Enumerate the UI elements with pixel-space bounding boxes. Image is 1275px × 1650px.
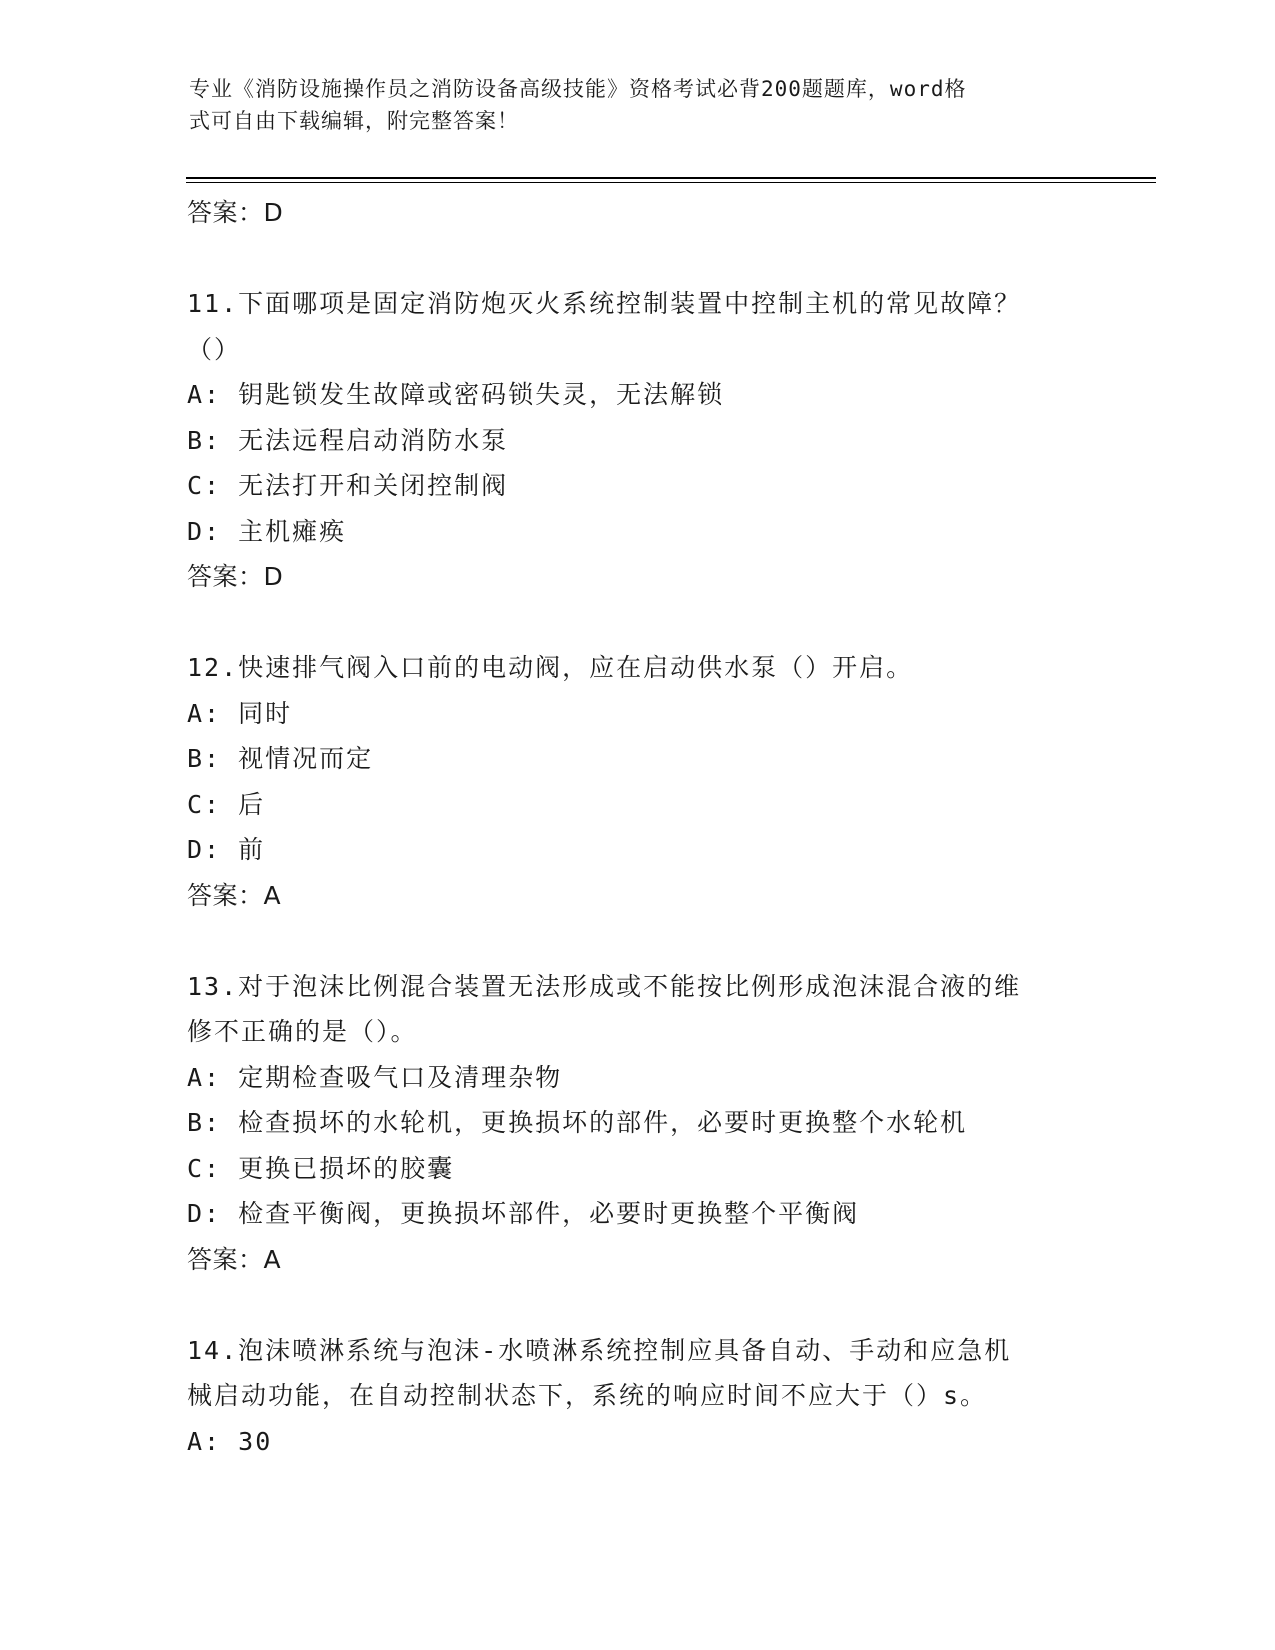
answer: 答案：A (187, 1244, 282, 1274)
option-a: A: 同时 (187, 698, 293, 728)
option-c: C: 更换已损坏的胶囊 (187, 1153, 455, 1183)
question-stem-line: 11.下面哪项是固定消防炮灭火系统控制装置中控制主机的常见故障？ (187, 289, 1022, 318)
option-c: C: 后 (187, 789, 266, 819)
question-stem-line: 14.泡沫喷淋系统与泡沫-水喷淋系统控制应具备自动、手动和应急机 (187, 1335, 1012, 1365)
option-b: B: 视情况而定 (187, 744, 374, 773)
previous-answer: 答案：D (187, 198, 284, 227)
option-a: A: 钥匙锁发生故障或密码锁失灵，无法解锁 (187, 380, 725, 409)
option-d: D: 前 (187, 835, 266, 864)
question-stem-line: 12.快速排气阀入口前的电动阀，应在启动供水泵（）开启。 (187, 653, 914, 682)
option-a: A: 定期检查吸气口及清理杂物 (187, 1062, 563, 1092)
question-12 (187, 645, 1147, 918)
option-d: D: 主机瘫痪 (187, 516, 347, 546)
option-d: D: 检查平衡阀，更换损坏部件，必要时更换整个平衡阀 (187, 1199, 860, 1228)
option-b: B: 无法远程启动消防水泵 (187, 425, 509, 455)
question-11 (187, 281, 1147, 600)
question-list (187, 190, 1147, 1464)
question-stem-line: （） (187, 334, 242, 364)
header-line-1: 专业《消防设施操作员之消防设备高级技能》资格考试必背200题题库，word格 (189, 77, 967, 101)
header-divider-thin (186, 182, 1156, 183)
spacer (187, 600, 1147, 646)
document-header (189, 73, 1089, 137)
answer: 答案：D (187, 562, 284, 591)
spacer (187, 918, 1147, 964)
spacer (187, 1282, 1147, 1328)
question-stem-line: 修不正确的是（）。 (187, 1017, 418, 1046)
header-divider-thick (186, 177, 1156, 179)
option-b: B: 检查损坏的水轮机，更换损坏的部件，必要时更换整个水轮机 (187, 1108, 968, 1137)
spacer (187, 236, 1147, 282)
question-13 (187, 964, 1147, 1283)
answer: 答案：A (187, 880, 282, 910)
question-14 (187, 1328, 1147, 1465)
question-stem-line: 械启动功能，在自动控制状态下，系统的响应时间不应大于（）s。 (187, 1381, 988, 1410)
header-line-2: 式可自由下载编辑，附完整答案！ (189, 109, 519, 133)
question-stem-line: 13.对于泡沫比例混合装置无法形成或不能按比例形成泡沫混合液的维 (187, 971, 1022, 1001)
option-c: C: 无法打开和关闭控制阀 (187, 471, 509, 500)
option-a: A: 30 (187, 1426, 273, 1456)
